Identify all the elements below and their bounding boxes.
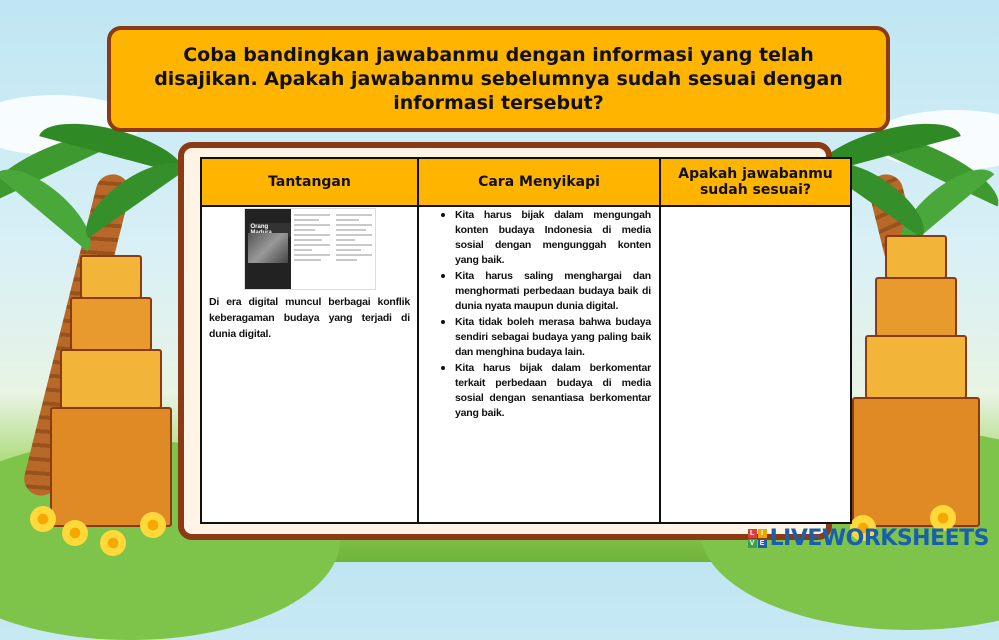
liveworksheets-watermark (748, 524, 989, 552)
list-item: • Kita harus saling menghargai dan menghormati perbedaan budaya baik di dunia nyata maupun dunia digital. (455, 268, 651, 314)
flower (100, 530, 126, 556)
social-media-screenshot-image (244, 208, 376, 290)
flower (62, 520, 88, 546)
comments-column (333, 209, 375, 289)
cell-cara-menyikapi (418, 206, 660, 523)
temple-gate-left (40, 255, 180, 525)
list-item: • Kita harus bijak dalam berkomentar terkait perbedaan budaya di media sosial dengan senantiasa berkomentar yang baik. (455, 360, 651, 421)
table-row (201, 206, 851, 523)
thumbnail-photo (248, 233, 288, 263)
header-cara-menyikapi: Cara Menyikapi (418, 158, 660, 206)
cara-menyikapi-list (419, 207, 659, 421)
thumbnail-title: Orang (249, 223, 291, 237)
comparison-table (200, 157, 852, 524)
video-thumbnail (245, 209, 291, 289)
header-apakah-sesuai: Apakah jawabanmu sudah sesuai? (660, 158, 851, 206)
comments-column (291, 209, 333, 289)
tantangan-text: Di era digital muncul berbagai konflik keberagaman budaya yang terjadi di dunia digital. (209, 296, 410, 340)
question-text: Coba bandingkan jawabanmu dengan informasi yang telah disajikan. Apakah jawabanmu sebelumnya sudah sesuai dengan informasi tersebut? (154, 44, 843, 114)
list-item: • Kita harus bijak dalam mengungah konten budaya Indonesia di media sosial dengan mengunggah konten yang baik. (455, 207, 651, 268)
liveworksheets-logo-icon: L I V E (748, 529, 767, 548)
answer-cell[interactable] (660, 206, 851, 523)
watermark-text: LIVEWORKSHEETS (769, 525, 989, 551)
header-tantangan: Tantangan (201, 158, 418, 206)
flower (30, 506, 56, 532)
table-header-row (201, 158, 851, 206)
flower (140, 512, 166, 538)
cell-tantangan (201, 206, 418, 523)
list-item: • Kita tidak boleh merasa bahwa budaya sendiri sebagai budaya yang paling baik dan menghina budaya lain. (455, 314, 651, 360)
temple-gate-right (840, 235, 990, 525)
question-banner (107, 26, 890, 132)
